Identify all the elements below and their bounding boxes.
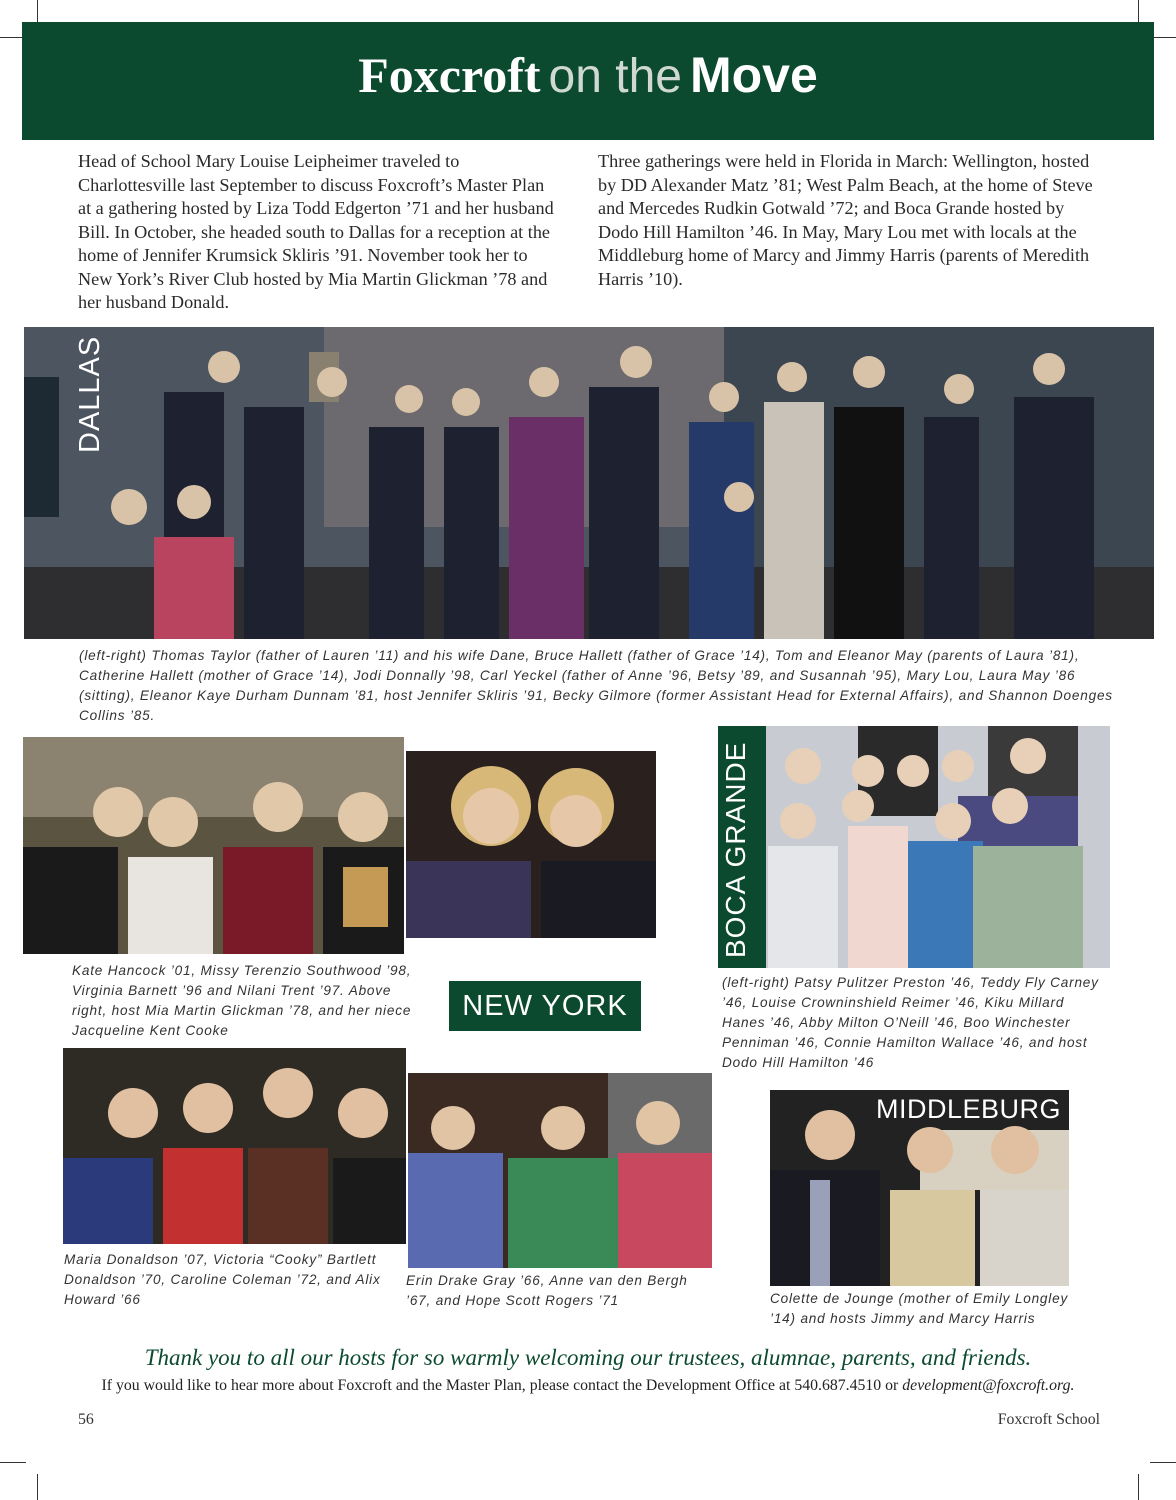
crop-mark — [1138, 1474, 1139, 1500]
ny-photo-4-caption: Erin Drake Gray ’66, Anne van den Bergh ’67, and Hope Scott Rogers ’71 — [406, 1273, 688, 1308]
title-on-the: on the — [548, 50, 682, 103]
intro-right-column: Three gatherings were held in Florida in March: Wellington, hosted by DD Alexander Matz ’81; West Palm Beach, at the home of Steve and Mercedes Rudkin Gotwald ’72; and Boca Grande hosted by Dodo Hill Hamilton ’46. In May, Mary Lou met with locals at the Middleburg home of Marcy and Jimmy Harris (parents of Meredith Harris ’10). — [598, 151, 1093, 289]
dallas-caption: (left-right) Thomas Taylor (father of Lauren ’11) and his wife Dane, Bruce Hallett (father of Grace ’14), Tom and Eleanor May (parents of Laura ’81), Catherine Hallett (mother of Grace ’14), Jodi Donnally ’98, Carl Yeckel (father of Anne ’96, Betsy ’89, and Susannah ’95), Mary Lou, Laura May ’86 (sitting), Eleanor Kaye Durham Dunnam ’81, host Jennifer Skliris ’91, Becky Gilmore (former Assistant Head for External Affairs), and Shannon Doenges Collins ’85. — [79, 648, 1113, 723]
dallas-label: DALLAS — [74, 335, 106, 453]
ny-group-photo-3 — [63, 1048, 406, 1244]
middleburg-label: MIDDLEBURG — [875, 1094, 1061, 1124]
crop-mark — [1150, 1462, 1176, 1463]
ny-photo-1-caption: Kate Hancock ’01, Missy Terenzio Southwood ’98, Virginia Barnett ’96 and Nilani Trent ’97. Above right, host Mia Martin Glickman ’78, and her niece Jacqueline Kent Cooke — [72, 963, 412, 1038]
boca-grande-label: BOCA GRANDE — [720, 741, 751, 958]
ny-photo-3-caption: Maria Donaldson ’07, Victoria “Cooky” Bartlett Donaldson ’70, Caroline Coleman ’72, and Alix Howard ’66 — [64, 1252, 381, 1307]
crop-mark — [0, 1462, 26, 1463]
middleburg-caption: Colette de Jounge (mother of Emily Longley ’14) and hosts Jimmy and Marcy Harris — [770, 1291, 1069, 1326]
dallas-group-photo — [24, 327, 1154, 639]
contact-email-link[interactable]: development@foxcroft.org. — [902, 1377, 1075, 1394]
title-move: Move — [689, 47, 818, 103]
boca-grande-group-photo — [718, 726, 1110, 968]
intro-left-column: Head of School Mary Louise Leipheimer traveled to Charlottesville last September to discuss Foxcroft’s Master Plan at a gathering hosted by Liza Todd Edgerton ’71 and her husband Bill. In October, she headed south to Dallas for a reception at the home of Jennifer Krumsick Skliris ’91. November took her to New York’s River Club hosted by Mia Martin Glickman ’78 and her husband Donald. — [78, 151, 554, 312]
ny-photo-2 — [406, 751, 656, 938]
publication-name: Foxcroft School — [997, 1411, 1100, 1428]
page-title — [22, 47, 1154, 103]
ny-group-photo-1 — [23, 737, 404, 954]
crop-mark — [37, 1474, 38, 1500]
boca-grande-caption: (left-right) Patsy Pulitzer Preston ’46, Teddy Fly Carney ’46, Louise Crowninshield Reimer ’46, Kiku Millard Hanes ’46, Abby Milton O’Neill ’46, Boo Winchester Penniman ’46, Connie Hamilton Wallace ’46, and host Dodo Hill Hamilton ’46 — [722, 975, 1099, 1070]
contact-text: If you would like to hear more about Foxcroft and the Master Plan, please contact the Development Office at 540.687.4510 or — [101, 1377, 899, 1394]
middleburg-group-photo — [770, 1090, 1069, 1286]
title-foxcroft: Foxcroft — [358, 47, 541, 103]
title-banner — [22, 22, 1154, 140]
new-york-label: NEW YORK — [449, 981, 641, 1031]
ny-group-photo-4 — [408, 1073, 712, 1268]
page-number: 56 — [78, 1411, 94, 1428]
thank-you-line: Thank you to all our hosts for so warmly welcoming our trustees, alumnae, parents, and friends. — [144, 1345, 1032, 1370]
contact-line — [0, 1377, 1176, 1395]
